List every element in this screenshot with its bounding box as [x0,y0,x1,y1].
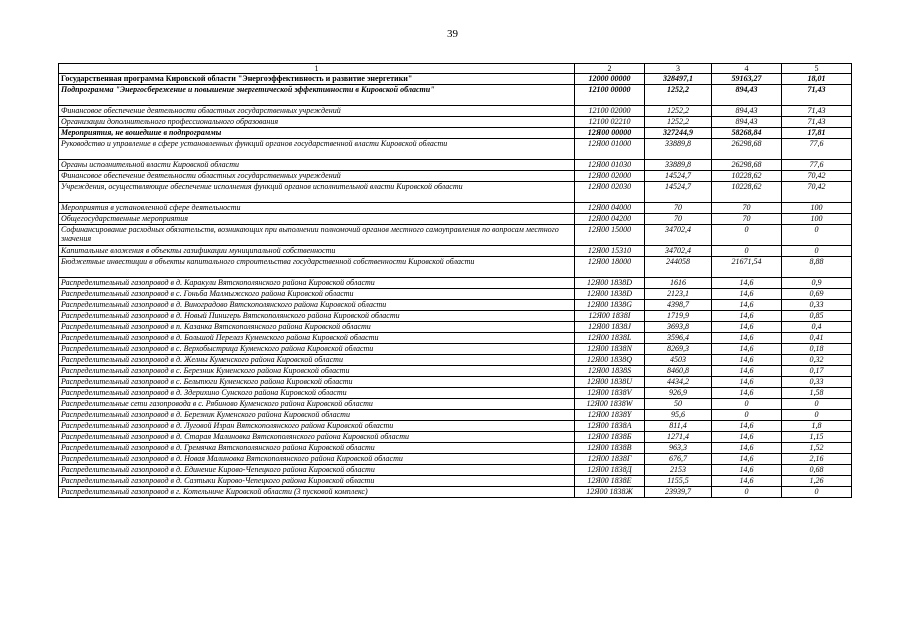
row-name-cell: Организации дополнительного профессионального образования [59,117,575,128]
row-percent-cell: 0 [782,246,852,257]
table-row [59,300,852,311]
row-code-cell: 12Я00 1838L [575,333,645,344]
row-actual-cell: 10228,62 [712,182,782,203]
row-name-cell: Распределительный газопровод в д. Каракули Вятскополянского района Кировской области [59,278,575,289]
table-row [59,74,852,85]
row-actual-cell: 14,6 [712,421,782,432]
row-plan-cell: 1252,2 [645,106,712,117]
table-row [59,203,852,214]
row-name-cell: Органы исполнительной власти Кировской области [59,160,575,171]
row-actual-cell: 21671,54 [712,257,782,278]
row-actual-cell: 26298,68 [712,160,782,171]
row-name-cell: Государственная программа Кировской области "Энергоэффективность и развитие энергетики" [59,74,575,85]
row-code-cell: 12Я00 1838G [575,300,645,311]
row-plan-cell: 1616 [645,278,712,289]
row-name-cell: Распределительный газопровод в д. Единение Кирово-Чепецкого района Кировской области [59,465,575,476]
table-row [59,410,852,421]
row-code-cell: 12100 00000 [575,85,645,106]
row-percent-cell: 1,58 [782,388,852,399]
row-plan-cell: 95,6 [645,410,712,421]
table-row [59,246,852,257]
row-actual-cell: 14,6 [712,278,782,289]
row-name-cell: Распределительный газопровод в д. Желны Куменского района Кировской области [59,355,575,366]
row-percent-cell: 0 [782,410,852,421]
row-actual-cell: 10228,62 [712,171,782,182]
row-plan-cell: 926,9 [645,388,712,399]
row-plan-cell: 3596,4 [645,333,712,344]
row-plan-cell: 1719,9 [645,311,712,322]
row-plan-cell: 50 [645,399,712,410]
row-percent-cell: 0,33 [782,300,852,311]
row-percent-cell: 1,8 [782,421,852,432]
row-percent-cell: 1,15 [782,432,852,443]
row-actual-cell: 58268,84 [712,128,782,139]
row-code-cell: 12Я00 1838Е [575,476,645,487]
table-row [59,289,852,300]
row-actual-cell: 0 [712,399,782,410]
row-name-cell: Учреждения, осуществляющие обеспечение исполнения функций органов исполнительной власти Кировской области [59,182,575,203]
row-plan-cell: 3693,8 [645,322,712,333]
row-code-cell: 12Я00 1838Б [575,432,645,443]
row-plan-cell: 23939,7 [645,487,712,498]
header-cell: 3 [645,64,712,74]
row-percent-cell: 0,32 [782,355,852,366]
row-code-cell: 12Я00 1838J [575,322,645,333]
row-actual-cell: 14,6 [712,322,782,333]
row-percent-cell: 71,43 [782,106,852,117]
row-name-cell: Капитальные вложения в объекты газификации муниципальной собственности [59,246,575,257]
row-percent-cell: 71,43 [782,117,852,128]
row-plan-cell: 70 [645,214,712,225]
row-code-cell: 12100 02000 [575,106,645,117]
row-percent-cell: 77,6 [782,139,852,160]
row-plan-cell: 8460,8 [645,366,712,377]
row-name-cell: Подпрограмма "Энергосбережение и повышение энергетической эффективности в Кировской области" [59,85,575,106]
row-percent-cell: 0,69 [782,289,852,300]
row-code-cell: 12Я00 1838Q [575,355,645,366]
row-plan-cell: 1252,2 [645,117,712,128]
row-name-cell: Распределительный газопровод в д. Луговой Изран Вятскополянского района Кировской области [59,421,575,432]
row-plan-cell: 328497,1 [645,74,712,85]
row-name-cell: Распределительный газопровод в с. Березник Куменского района Кировской области [59,366,575,377]
row-code-cell: 12Я00 04000 [575,203,645,214]
row-plan-cell: 2153 [645,465,712,476]
table-row [59,454,852,465]
row-percent-cell: 17,81 [782,128,852,139]
header-cell: 1 [59,64,575,74]
row-code-cell: 12Я00 15310 [575,246,645,257]
row-code-cell: 12Я00 02030 [575,182,645,203]
row-percent-cell: 0,9 [782,278,852,289]
row-code-cell: 12000 00000 [575,74,645,85]
row-name-cell: Распределительный газопровод в д. Старая Малиновка Вятскополянского района Кировской области [59,432,575,443]
row-plan-cell: 4503 [645,355,712,366]
row-actual-cell: 14,6 [712,377,782,388]
table-row [59,311,852,322]
row-percent-cell: 0,17 [782,366,852,377]
row-plan-cell: 1271,4 [645,432,712,443]
row-actual-cell: 70 [712,203,782,214]
row-code-cell: 12Я00 1838S [575,366,645,377]
row-actual-cell: 0 [712,487,782,498]
row-code-cell: 12Я00 1838U [575,377,645,388]
table-row [59,388,852,399]
row-actual-cell: 14,6 [712,300,782,311]
row-percent-cell: 1,52 [782,443,852,454]
row-percent-cell: 71,43 [782,85,852,106]
row-actual-cell: 894,43 [712,106,782,117]
row-name-cell: Бюджетные инвестиции в объекты капитального строительства государственной собственности Кировской области [59,257,575,278]
row-name-cell: Распределительный газопровод в п. Казанка Вятскополянского района Кировской области [59,322,575,333]
row-actual-cell: 14,6 [712,476,782,487]
row-code-cell: 12Я00 04200 [575,214,645,225]
row-actual-cell: 14,6 [712,333,782,344]
table-row [59,333,852,344]
row-code-cell: 12Я00 15000 [575,225,645,246]
row-actual-cell: 14,6 [712,465,782,476]
row-code-cell: 12Я00 1838D [575,289,645,300]
row-name-cell: Распределительный газопровод в д. Березник Куменского района Кировской области [59,410,575,421]
row-percent-cell: 77,6 [782,160,852,171]
row-name-cell: Распределительный газопровод в д. Здерихино Сунского района Кировской области [59,388,575,399]
table-row [59,443,852,454]
table-row [59,421,852,432]
row-code-cell: 12Я00 1838В [575,443,645,454]
row-plan-cell: 4434,2 [645,377,712,388]
row-code-cell: 12Я00 1838W [575,399,645,410]
row-name-cell: Финансовое обеспечение деятельности областных государственных учреждений [59,106,575,117]
header-cell: 4 [712,64,782,74]
row-actual-cell: 14,6 [712,355,782,366]
table-row [59,257,852,278]
page-number: 39 [447,28,458,40]
row-percent-cell: 18,01 [782,74,852,85]
row-name-cell: Распределительный газопровод в г. Котельниче Кировской области (3 пусковой комплекс) [59,487,575,498]
row-percent-cell: 1,26 [782,476,852,487]
row-name-cell: Финансовое обеспечение деятельности областных государственных учреждений [59,171,575,182]
table-row [59,117,852,128]
row-percent-cell: 8,88 [782,257,852,278]
row-name-cell: Мероприятия в установленной сфере деятельности [59,203,575,214]
row-actual-cell: 14,6 [712,432,782,443]
row-name-cell: Общегосударственные мероприятия [59,214,575,225]
row-actual-cell: 70 [712,214,782,225]
row-name-cell: Распределительный газопровод в с. Верхобыстрица Куменского района Кировской области [59,344,575,355]
row-actual-cell: 14,6 [712,388,782,399]
table-row [59,171,852,182]
table-row [59,160,852,171]
row-plan-cell: 14524,7 [645,171,712,182]
row-code-cell: 12Я00 00000 [575,128,645,139]
row-plan-cell: 811,4 [645,421,712,432]
row-percent-cell: 70,42 [782,182,852,203]
row-percent-cell: 0 [782,399,852,410]
row-name-cell: Руководство и управление в сфере установленных функций органов государственной власти Кировской области [59,139,575,160]
table-row [59,85,852,106]
row-percent-cell: 0,33 [782,377,852,388]
row-actual-cell: 26298,68 [712,139,782,160]
row-actual-cell: 59163,27 [712,74,782,85]
row-percent-cell: 0 [782,487,852,498]
row-percent-cell: 100 [782,203,852,214]
row-actual-cell: 14,6 [712,454,782,465]
header-cell: 2 [575,64,645,74]
row-plan-cell: 327244,9 [645,128,712,139]
row-code-cell: 12Я00 1838N [575,344,645,355]
row-code-cell: 12Я00 01000 [575,139,645,160]
table-row [59,214,852,225]
row-name-cell: Распределительный газопровод в д. Виноградово Вятскополянского района Кировской области [59,300,575,311]
table-row [59,344,852,355]
row-percent-cell: 0,68 [782,465,852,476]
table-row [59,465,852,476]
row-percent-cell: 0,18 [782,344,852,355]
table-row [59,322,852,333]
row-plan-cell: 1155,5 [645,476,712,487]
table-row [59,432,852,443]
row-name-cell: Распределительный газопровод в с. Бельтюги Куменского района Кировской области [59,377,575,388]
row-plan-cell: 963,3 [645,443,712,454]
row-plan-cell: 244058 [645,257,712,278]
row-plan-cell: 2123,1 [645,289,712,300]
row-plan-cell: 34702,4 [645,225,712,246]
row-plan-cell: 33889,8 [645,139,712,160]
row-plan-cell: 33889,8 [645,160,712,171]
row-code-cell: 12Я00 1838I [575,311,645,322]
row-name-cell: Мероприятия, не вошедшие в подпрограммы [59,128,575,139]
row-code-cell: 12100 02210 [575,117,645,128]
table-row [59,476,852,487]
table-row [59,399,852,410]
row-percent-cell: 100 [782,214,852,225]
table-row [59,366,852,377]
row-name-cell: Распределительный газопровод в д. Сазтыки Кирово-Чепецкого района Кировской области [59,476,575,487]
row-name-cell: Распределительный газопровод в д. Большой Перелаз Куменского района Кировской области [59,333,575,344]
table-row [59,278,852,289]
row-code-cell: 12Я00 1838D [575,278,645,289]
table-row [59,355,852,366]
table-row [59,487,852,498]
table-row [59,106,852,117]
row-plan-cell: 14524,7 [645,182,712,203]
table-row [59,128,852,139]
row-code-cell: 12Я00 1838Д [575,465,645,476]
row-code-cell: 12Я00 1838Ж [575,487,645,498]
row-percent-cell: 0,4 [782,322,852,333]
row-name-cell: Распределительный газопровод в д. Гремячка Вятскополянского района Кировской области [59,443,575,454]
header-cell: 5 [782,64,852,74]
row-plan-cell: 4398,7 [645,300,712,311]
row-actual-cell: 14,6 [712,366,782,377]
row-name-cell: Софинансирование расходных обязательств, возникающих при выполнении полномочий органов местного самоуправления по вопросам местного значения [59,225,575,246]
row-name-cell: Распределительный газопровод в д. Новая Малиновка Вятскополянского района Кировской области [59,454,575,465]
row-plan-cell: 34702,4 [645,246,712,257]
table-row [59,377,852,388]
row-percent-cell: 0,41 [782,333,852,344]
table-header-row [59,64,852,74]
row-name-cell: Распределительные сети газопровода в с. Рябиново Куменского района Кировской области [59,399,575,410]
row-code-cell: 12Я00 1838V [575,388,645,399]
row-actual-cell: 0 [712,410,782,421]
row-code-cell: 12Я00 1838Y [575,410,645,421]
table-row [59,182,852,203]
row-percent-cell: 0 [782,225,852,246]
row-percent-cell: 70,42 [782,171,852,182]
row-actual-cell: 0 [712,225,782,246]
row-code-cell: 12Я00 18000 [575,257,645,278]
table-row [59,139,852,160]
row-code-cell: 12Я00 02000 [575,171,645,182]
row-actual-cell: 14,6 [712,443,782,454]
row-plan-cell: 676,7 [645,454,712,465]
row-plan-cell: 1252,2 [645,85,712,106]
row-actual-cell: 14,6 [712,344,782,355]
budget-table [58,63,852,498]
row-code-cell: 12Я00 01030 [575,160,645,171]
row-code-cell: 12Я00 1838Г [575,454,645,465]
row-name-cell: Распределительный газопровод в с. Гоньба Малмыжского района Кировской области [59,289,575,300]
row-name-cell: Распределительный газопровод в д. Новый Пинигерь Вятскополянского района Кировской области [59,311,575,322]
row-plan-cell: 70 [645,203,712,214]
row-code-cell: 12Я00 1838А [575,421,645,432]
row-actual-cell: 14,6 [712,289,782,300]
row-actual-cell: 0 [712,246,782,257]
row-percent-cell: 0,85 [782,311,852,322]
row-actual-cell: 894,43 [712,85,782,106]
row-actual-cell: 894,43 [712,117,782,128]
row-actual-cell: 14,6 [712,311,782,322]
row-percent-cell: 2,16 [782,454,852,465]
table-row [59,225,852,246]
row-plan-cell: 8269,3 [645,344,712,355]
